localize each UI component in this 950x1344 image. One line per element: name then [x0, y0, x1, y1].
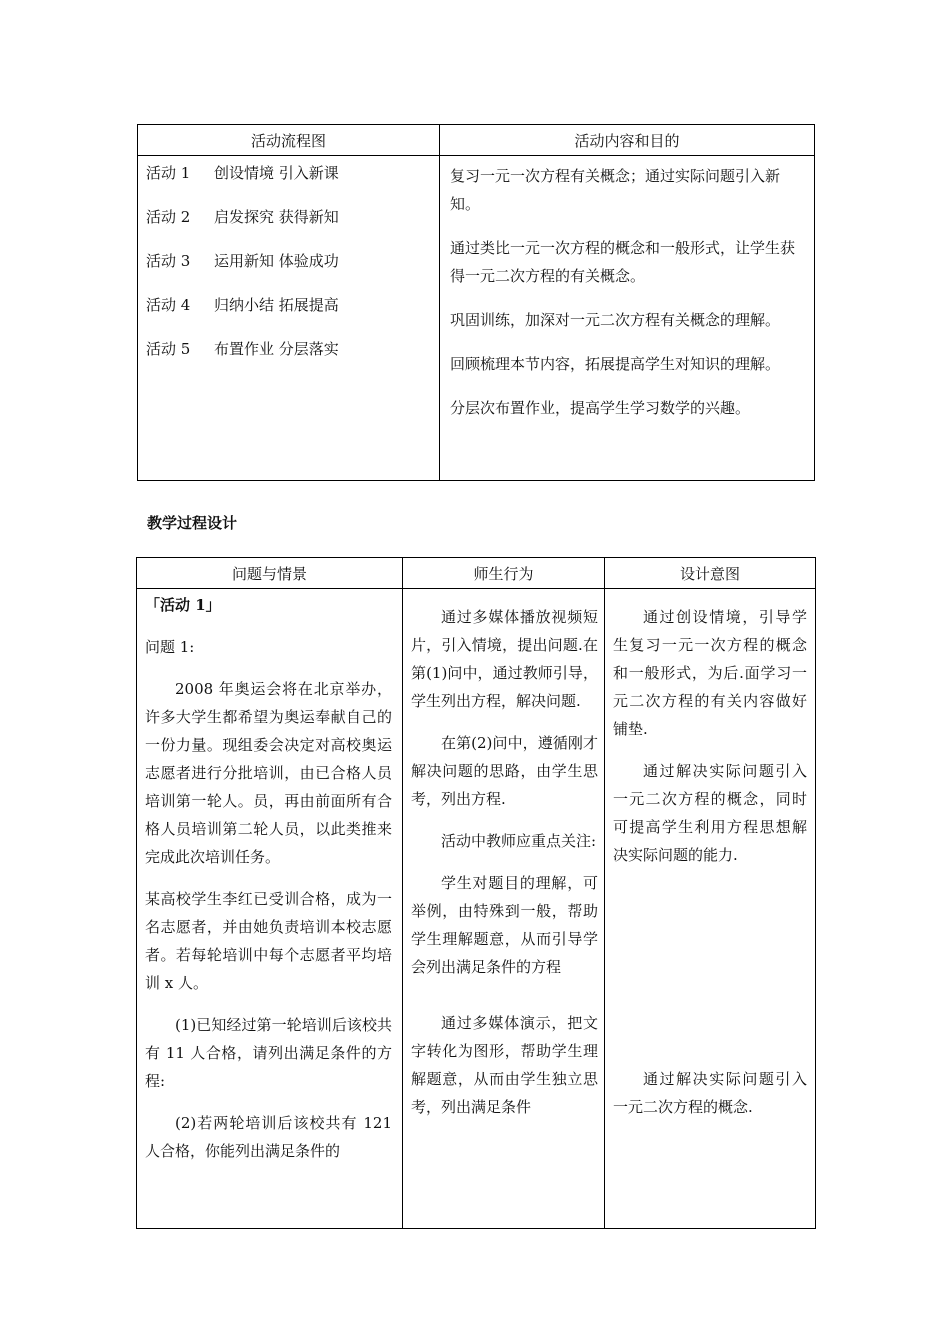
purpose-item: 复习一元一次方程有关概念；通过实际问题引入新知。	[450, 167, 781, 213]
behavior-cell	[403, 589, 605, 1229]
purpose-item: 通过类比一元一次方程的概念和一般形式，让学生获得一元二次方程的有关概念。	[450, 239, 796, 285]
intent-paragraph: 通过解决实际问题引入一元二次方程的概念，同时可提高学生利用方程思想解决实际问题的能力.	[613, 762, 807, 864]
behavior-paragraph: 活动中教师应重点关注:	[441, 832, 597, 850]
purpose-cell	[440, 156, 815, 481]
purpose-item: 巩固训练，加深对一元二次方程有关概念的理解。	[450, 311, 781, 329]
teaching-process-table	[136, 557, 816, 1229]
flow-header: 活动流程图	[138, 125, 440, 156]
behavior-paragraph: 通过多媒体演示，把文字转化为图形，帮助学生理解题意，从而由学生独立思考，列出满足条件	[411, 1014, 598, 1116]
behavior-paragraph: 学生对题目的理解，可举例，由特殊到一般，帮助学生理解题意，从而引导学会列出满足条件的方程	[411, 874, 598, 976]
flow-item: 活动 1 创设情境 引入新课	[146, 164, 339, 182]
intent-cell	[605, 589, 816, 1229]
flow-item: 活动 2 启发探究 获得新知	[146, 208, 339, 226]
problem-paragraph: 某高校学生李红已受训合格，成为一名志愿者，并由她负责培训本校志愿者。若每轮培训中每个志愿者平均培训 x 人。	[145, 890, 392, 992]
problem-paragraph: 2008 年奥运会将在北京举办，许多大学生都希望为奥运奉献自己的一份力量。现组委会决定对高校奥运志愿者进行分批培训，由已合格人员培训第一轮人。员，再由前面所有合格人员培训第二轮人员，以此类推来完成此次培训任务。	[145, 680, 392, 866]
purpose-item: 分层次布置作业，提高学生学习数学的兴趣。	[450, 399, 751, 417]
purpose-header: 活动内容和目的	[440, 125, 815, 156]
activity-flow-table	[137, 124, 815, 481]
problem-paragraph: (1)已知经过第一轮培训后该校共有 11 人合格，请列出满足条件的方程:	[145, 1016, 392, 1090]
flow-item: 活动 3 运用新知 体验成功	[146, 252, 339, 270]
intent-paragraph: 通过解决实际问题引入一元二次方程的概念.	[613, 1070, 807, 1116]
behavior-paragraph: 在第(2)问中，遵循刚才解决问题的思路，由学生思考，列出方程.	[411, 734, 598, 808]
behavior-header: 师生行为	[403, 558, 605, 589]
section-title: 教学过程设计	[147, 514, 238, 532]
activity-title: 「活动 1」	[145, 596, 221, 614]
purpose-item: 回顾梳理本节内容，拓展提高学生对知识的理解。	[450, 355, 781, 373]
flow-cell	[138, 156, 440, 481]
intent-header: 设计意图	[605, 558, 816, 589]
problem-header: 问题与情景	[137, 558, 403, 589]
intent-paragraph: 通过创设情境，引导学生复习一元一次方程的概念和一般形式，为后.面学习一元二次方程的有关内容做好铺垫.	[613, 608, 807, 738]
flow-item: 活动 4 归纳小结 拓展提高	[146, 296, 339, 314]
problem-cell	[137, 589, 403, 1229]
behavior-paragraph: 通过多媒体播放视频短片，引入情境，提出问题.在第(1)问中，通过教师引导，学生列出方程，解决问题.	[411, 608, 598, 710]
problem-label: 问题 1:	[145, 638, 195, 656]
problem-paragraph: (2)若两轮培训后该校共有 121 人合格，你能列出满足条件的	[145, 1114, 392, 1160]
flow-item: 活动 5 布置作业 分层落实	[146, 340, 339, 358]
